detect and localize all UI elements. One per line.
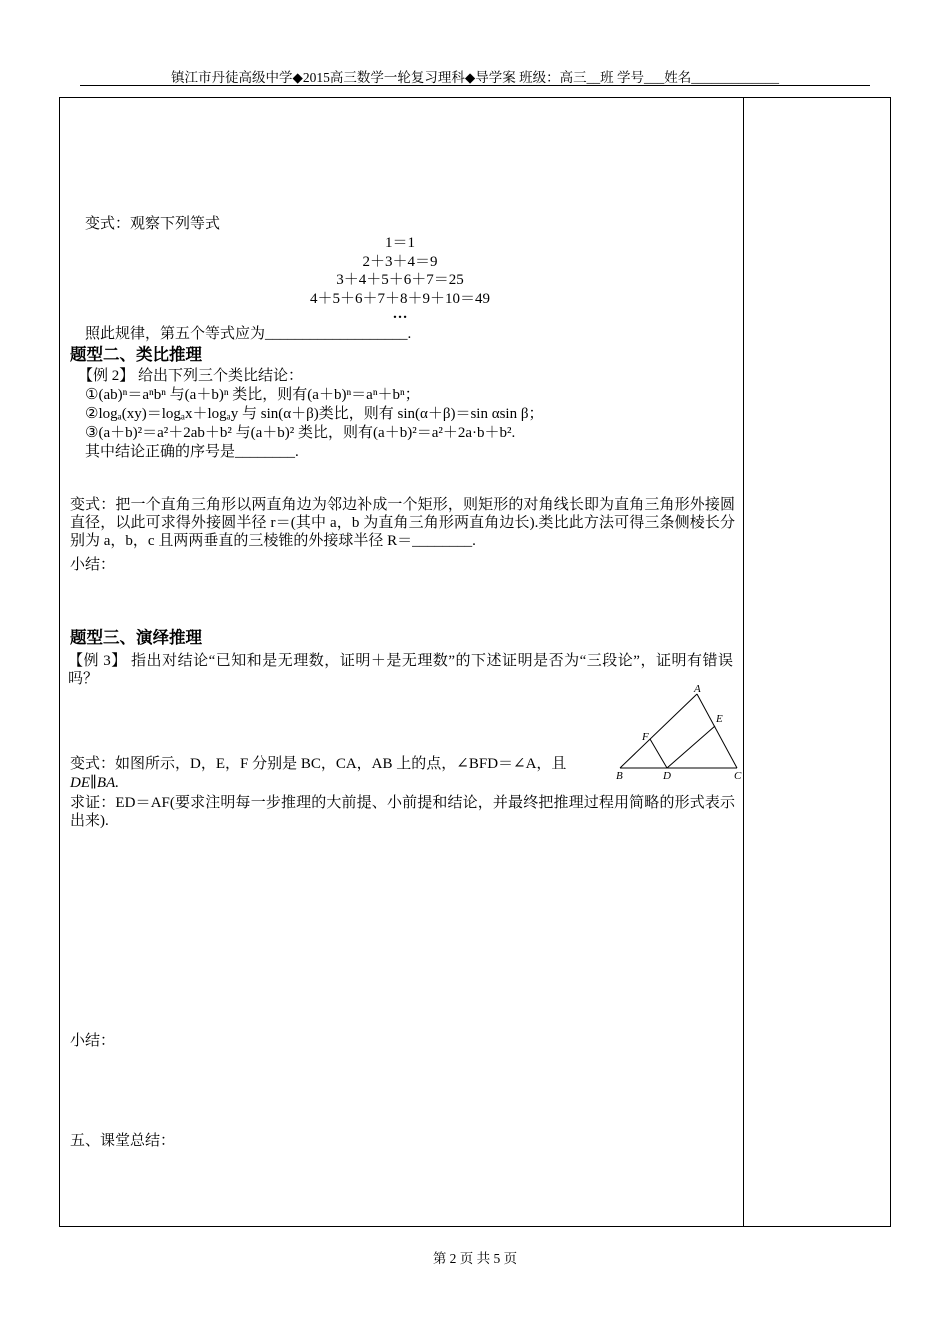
- margin-divider: [743, 97, 744, 1227]
- section2-title: 题型二、类比推理: [70, 345, 202, 364]
- side-ac: [697, 694, 737, 768]
- label-b: B: [616, 770, 623, 782]
- label-d: D: [663, 770, 671, 782]
- section3-title: 题型三、演绎推理: [70, 628, 202, 647]
- section3-summary: 小结：: [70, 1033, 116, 1049]
- page-header: 镇江市丹徒高级中学◆2015高三数学一轮复习理科◆导学案 班级：高三__班 学号___姓名_____________: [170, 70, 779, 85]
- equation-ellipsis: …: [392, 306, 408, 322]
- variant1-intro: 变式：观察下列等式: [85, 216, 221, 232]
- example2-intro: 【例 2】 给出下列三个类比结论：: [78, 368, 304, 384]
- section5-title: 五、课堂总结：: [70, 1133, 176, 1149]
- label-e: E: [716, 713, 723, 725]
- header-rule: [80, 85, 870, 86]
- section3-prove: 求证：ED＝AF(要求注明每一步推理的大前提、小前提和结论，并最终把推理过程用简略的形式表示出来).: [70, 795, 735, 829]
- section3-variant-line1: 变式：如图所示，D，E，F 分别是 BC，CA，AB 上的点，∠BFD＝∠A，且: [70, 756, 567, 772]
- label-a: A: [694, 683, 701, 695]
- section2-variant: 变式：把一个直角三角形以两直角边为邻边补成一个矩形，则矩形的对角线长即为直角三角形外接圆直径，以此可求得外接圆半径 r＝(其中 a，b 为直角三角形两直角边长).类比此方法可得三条侧棱长分别为 a，b，c 且两两垂直的三棱锥的外接球半径 R＝________.: [70, 497, 735, 549]
- side-ba: [620, 694, 697, 768]
- triangle-figure: [612, 682, 747, 782]
- example2-item1: ①(ab)ⁿ＝aⁿbⁿ 与(a＋b)ⁿ 类比，则有(a＋b)ⁿ＝aⁿ＋bⁿ；: [85, 387, 420, 403]
- page-footer: 第 2 页 共 5 页: [432, 1251, 518, 1266]
- variant1-question: 照此规律，第五个等式应为___________________.: [85, 326, 412, 342]
- equation-1: 1＝1: [384, 235, 415, 251]
- example2-item2: ②logₐ(xy)＝logₐx＋logₐy 与 sin(α＋β)类比，则有 sin(α＋β)＝sin αsin β；: [85, 406, 544, 422]
- example3-text: 【例 3】 指出对结论“已知和是无理数，证明＋是无理数”的下述证明是否为“三段论”，证明有错误吗？: [68, 653, 733, 687]
- label-c: C: [734, 770, 742, 782]
- equation-3: 3＋4＋5＋6＋7＝25: [336, 272, 464, 288]
- section2-summary: 小结：: [70, 557, 116, 573]
- example2-question: 其中结论正确的序号是________.: [85, 444, 299, 460]
- example2-item3: ③(a＋b)²＝a²＋2ab＋b² 与(a＋b)² 类比，则有(a＋b)²＝a²＋2a·b＋b².: [85, 425, 516, 441]
- section3-variant-line2: DE∥BA.: [70, 775, 119, 791]
- segment-fd: [650, 739, 667, 768]
- equation-2: 2＋3＋4＝9: [362, 254, 438, 270]
- segment-de: [667, 726, 715, 768]
- equation-4: 4＋5＋6＋7＋8＋9＋10＝49: [309, 291, 490, 307]
- label-f: F: [642, 731, 649, 743]
